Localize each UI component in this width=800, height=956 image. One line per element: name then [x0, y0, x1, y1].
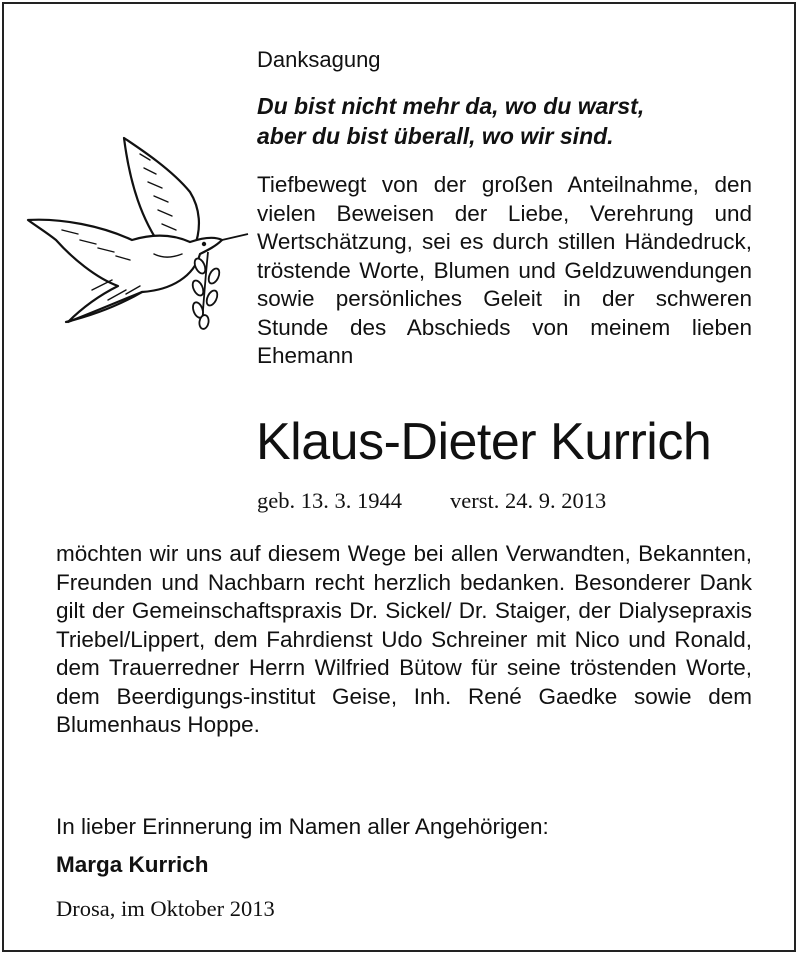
birth-date: geb. 13. 3. 1944 — [257, 488, 402, 513]
notice-heading: Danksagung — [257, 47, 381, 72]
quote-line-1: Du bist nicht mehr da, wo du warst, — [257, 93, 645, 119]
dove-icon — [22, 130, 252, 330]
death-date: verst. 24. 9. 2013 — [450, 488, 607, 513]
thanks-paragraph: möchten wir uns auf diesem Wege bei allen Verwandten, Bekannten, Freunden und Nachbarn recht herzlich bedanken. Besonderer Dank gilt der Gemeinschaftspraxis Dr. Sickel/ Dr. Staiger, der Dialysepraxis Triebel/Lippert, dem Fahrdienst Udo Schreiner mit Nico und Ronald, dem Trauerredner Herrn Wilfried Bütow für seine tröstenden Worte, dem Beerdigungs-institut Geise, Inh. René Gaedke sowie dem Blumenhaus Hoppe. — [56, 541, 752, 737]
signer-name: Marga Kurrich — [56, 852, 209, 877]
intro-paragraph: Tiefbewegt von der großen Anteilnahme, den vielen Beweisen der Liebe, Verehrung und Wertschätzung, sei es durch stillen Händedruck, tröstende Worte, Blumen und Geldzuwendungen sowie persönliches Geleit in der schweren Stunde des Abschieds von meinem lieben Ehemann — [257, 172, 752, 368]
quote-line-2: aber du bist überall, wo wir sind. — [257, 123, 614, 149]
life-dates — [257, 486, 606, 516]
place-date: Drosa, im Oktober 2013 — [56, 896, 275, 921]
memorial-quote — [257, 91, 644, 151]
deceased-name: Klaus-Dieter Kurrich — [256, 413, 712, 471]
obituary-notice — [2, 2, 796, 952]
memory-line: In lieber Erinnerung im Namen aller Angehörigen: — [56, 814, 549, 839]
